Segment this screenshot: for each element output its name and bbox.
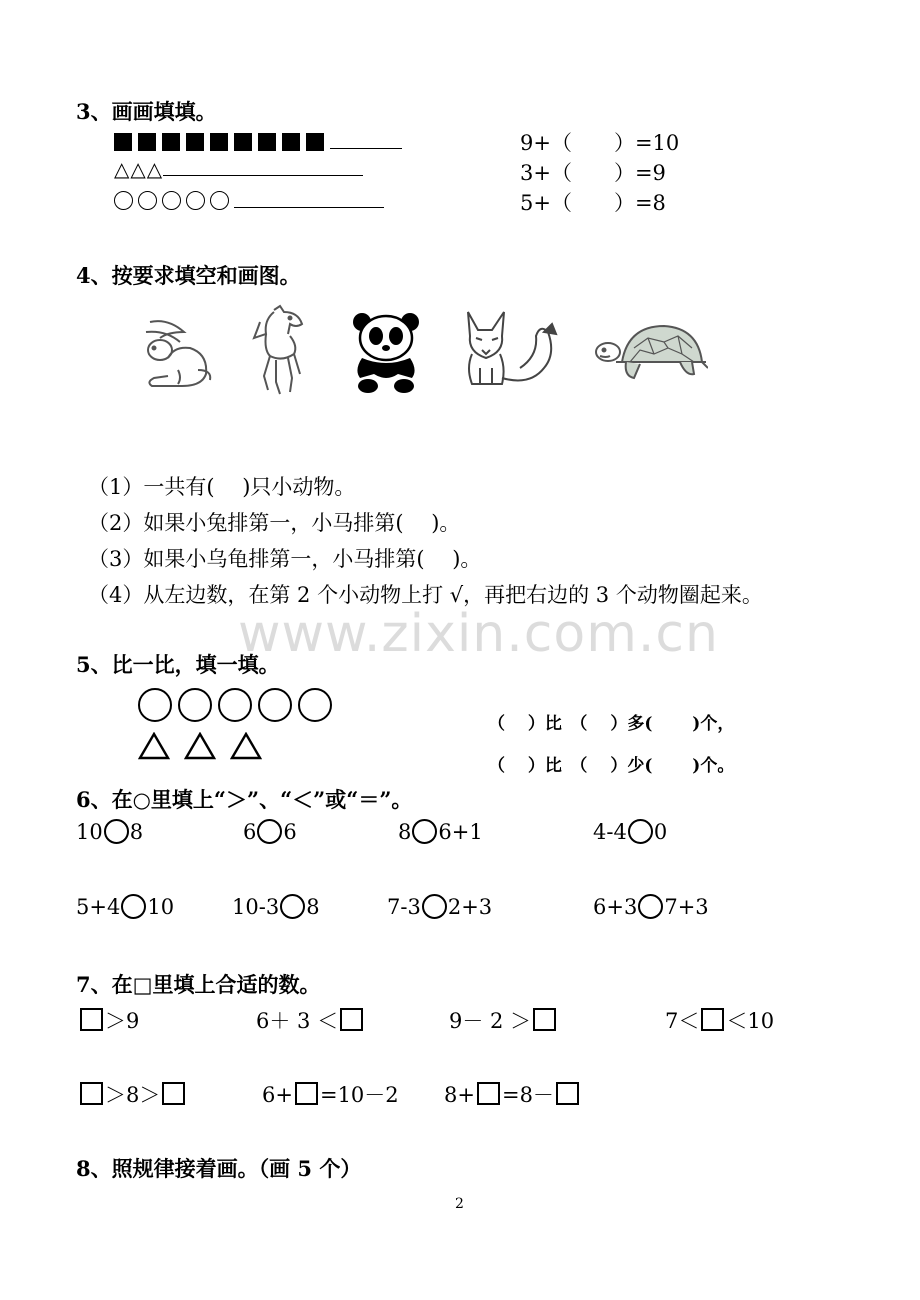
q6-item: 7-3 2+3 <box>387 895 493 919</box>
circle-shape <box>186 191 205 210</box>
q7-item: 8+ =8－ <box>444 1079 581 1109</box>
q7-title: 7、在□里填上合适的数。 <box>76 972 321 997</box>
q3-circles-row <box>114 188 384 212</box>
answer-line[interactable] <box>330 129 402 149</box>
answer-box[interactable] <box>533 1008 556 1031</box>
q6-item: 10-3 8 <box>232 895 320 919</box>
compare-circle[interactable] <box>628 819 653 844</box>
q5-line-1[interactable]: （ ）比 （ ）多( )个， <box>488 714 735 734</box>
panda-icon[interactable] <box>350 308 424 394</box>
answer-box[interactable] <box>477 1082 500 1105</box>
answer-box[interactable] <box>340 1008 363 1031</box>
q3-equation-2[interactable]: 3+（ ）=9 <box>520 161 666 185</box>
answer-line[interactable] <box>163 156 363 176</box>
square-shape <box>114 133 132 151</box>
circle-shape <box>162 191 181 210</box>
answer-box[interactable] <box>295 1082 318 1105</box>
q6-item: 4-4 0 <box>593 820 668 844</box>
circle-shape <box>138 191 157 210</box>
q6-item: 10 8 <box>76 820 144 844</box>
q7-item: ＞9 <box>78 1005 139 1035</box>
compare-circle[interactable] <box>422 894 447 919</box>
q6-item: 8 6+1 <box>398 820 483 844</box>
answer-box[interactable] <box>80 1008 103 1031</box>
q5-circles-row <box>138 688 338 726</box>
q3-title: 3、画画填填。 <box>76 99 217 124</box>
q7-item: ＞8＞ <box>78 1079 187 1109</box>
triangle-shape: △ <box>130 157 146 181</box>
answer-box[interactable] <box>80 1082 103 1105</box>
q3-triangles-row <box>114 156 363 181</box>
fox-icon[interactable] <box>460 308 562 390</box>
circle-shape <box>258 688 292 722</box>
compare-circle[interactable] <box>638 894 663 919</box>
q4-part-4: （4）从左边数，在第 2 个小动物上打 √，再把右边的 3 个动物圈起来。 <box>88 583 763 607</box>
q8-title: 8、照规律接着画。（画 5 个） <box>76 1156 362 1181</box>
square-shape <box>282 133 300 151</box>
q4-part-2[interactable]: （2）如果小兔排第一，小马排第( )。 <box>88 511 461 535</box>
q5-line-2[interactable]: （ ）比 （ ）少( )个。 <box>488 756 735 776</box>
q4-title: 4、按要求填空和画图。 <box>76 263 301 288</box>
square-shape <box>306 133 324 151</box>
compare-circle[interactable] <box>104 819 129 844</box>
square-shape <box>234 133 252 151</box>
answer-box[interactable] <box>701 1008 724 1031</box>
circle-shape <box>138 688 172 722</box>
square-shape <box>258 133 276 151</box>
q5-triangles-row <box>138 732 276 764</box>
q7-item: 7＜ ＜10 <box>665 1009 775 1033</box>
q7-item: 9－ 2 ＞ <box>449 1005 558 1035</box>
watermark: www.zixin.com.cn <box>238 604 719 664</box>
turtle-icon[interactable] <box>594 318 708 392</box>
circle-shape <box>114 191 133 210</box>
answer-box[interactable] <box>162 1082 185 1105</box>
square-shape <box>162 133 180 151</box>
q7-item: 6＋ 3 ＜ <box>256 1005 365 1035</box>
circle-shape <box>210 191 229 210</box>
compare-circle[interactable] <box>257 819 282 844</box>
q3-equation-3[interactable]: 5+（ ）=8 <box>520 191 666 215</box>
q4-part-3[interactable]: （3）如果小乌龟排第一，小马排第( )。 <box>88 547 482 571</box>
compare-circle[interactable] <box>280 894 305 919</box>
square-shape <box>210 133 228 151</box>
square-shape <box>186 133 204 151</box>
horse-icon[interactable] <box>246 304 308 398</box>
circle-shape <box>218 688 252 722</box>
circle-shape <box>298 688 332 722</box>
q3-equation-1[interactable]: 9+（ ）=10 <box>520 131 680 155</box>
q5-title: 5、比一比，填一填。 <box>76 652 280 677</box>
page-number: 2 <box>455 1196 464 1212</box>
triangle-shape <box>138 732 170 760</box>
triangle-shape: △ <box>146 157 163 181</box>
compare-circle[interactable] <box>412 819 437 844</box>
rabbit-icon[interactable] <box>138 310 216 390</box>
square-shape <box>138 133 156 151</box>
circle-shape <box>178 688 212 722</box>
answer-box[interactable] <box>556 1082 579 1105</box>
q4-part-1[interactable]: （1）一共有( )只小动物。 <box>88 475 356 499</box>
q6-item: 6+3 7+3 <box>593 895 709 919</box>
q7-item: 6+ =10－2 <box>262 1083 399 1107</box>
triangle-shape <box>230 732 262 760</box>
triangle-shape: △ <box>114 157 130 181</box>
q6-title: 6、在○里填上“＞”、“＜”或“＝”。 <box>76 787 413 812</box>
q3-squares-row <box>114 129 402 153</box>
triangle-shape <box>184 732 216 760</box>
compare-circle[interactable] <box>121 894 146 919</box>
q6-item: 6 6 <box>243 820 297 844</box>
answer-line[interactable] <box>234 188 384 208</box>
q6-item: 5+4 10 <box>76 895 175 919</box>
